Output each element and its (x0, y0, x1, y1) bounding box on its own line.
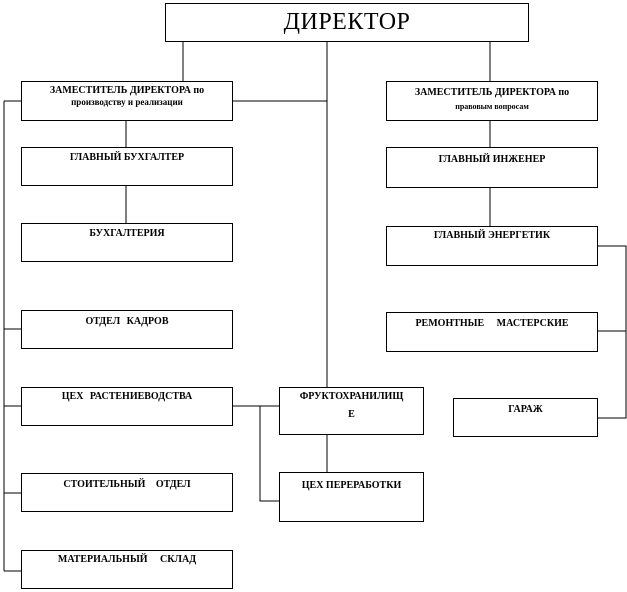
deputy-legal-label-line1: ЗАМЕСТИТЕЛЬ ДИРЕКТОРА по (414, 87, 570, 98)
accounting-box (21, 223, 233, 262)
deputy-production-label-line1: ЗАМЕСТИТЕЛЬ ДИРЕКТОРА по (49, 85, 205, 96)
processing-shop-box (279, 472, 424, 522)
power-to-right-spine-line (598, 246, 626, 418)
repair-workshops-box (386, 312, 598, 352)
material-warehouse-box (21, 550, 233, 589)
deputy-production-label-line2: производству и реализации (71, 97, 183, 107)
fruit-storage-label-line2: Е (348, 409, 355, 420)
material-warehouse-label: МАТЕРИАЛЬНЫЙ СКЛАД (57, 554, 197, 565)
garage-label: ГАРАЖ (508, 404, 543, 415)
chief-accountant-box (21, 147, 233, 186)
deputy-production-box (21, 81, 233, 121)
accounting-label: БУХГАЛТЕРИЯ (89, 228, 165, 239)
chief-engineer-box (386, 147, 598, 188)
processing-shop-label: ЦЕХ ПЕРЕРАБОТКИ (301, 480, 402, 491)
deputy-legal-label-line2: правовым вопросам (455, 102, 529, 111)
construction-department-box (21, 473, 233, 512)
chief-engineer-label: ГЛАВНЫЙ ИНЖЕНЕР (438, 154, 546, 165)
chief-power-engineer-label: ГЛАВНЫЙ ЭНЕРГЕТИК (433, 230, 551, 241)
chief-accountant-label: ГЛАВНЫЙ БУХГАЛТЕР (69, 152, 185, 163)
garage-box (453, 398, 598, 437)
crop-to-processing-line (260, 406, 279, 501)
hr-department-box (21, 310, 233, 349)
repair-workshops-label: РЕМОНТНЫЕ МАСТЕРСКИЕ (415, 318, 569, 329)
fruit-storage-box (279, 387, 424, 435)
hr-department-label: ОТДЕЛ КАДРОВ (85, 316, 169, 327)
fruit-storage-label-line1: ФРУКТОХРАНИЛИЩ (299, 391, 404, 402)
director-label: ДИРЕКТОР (283, 9, 411, 35)
deputy-legal-box (386, 81, 598, 121)
construction-department-label: СТОИТЕЛЬНЫЙ ОТДЕЛ (63, 479, 191, 490)
crop-shop-box (21, 387, 233, 426)
director-box (165, 3, 529, 42)
chief-power-engineer-box (386, 226, 598, 266)
crop-shop-label: ЦЕХ РАСТЕНИЕВОДСТВА (61, 391, 193, 402)
